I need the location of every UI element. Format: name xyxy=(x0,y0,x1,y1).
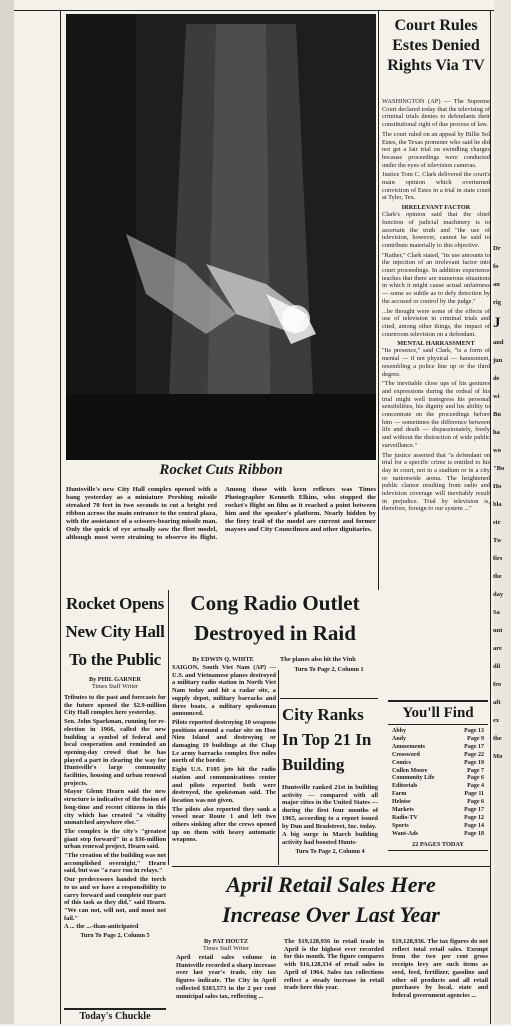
fragment-line: the xyxy=(493,573,502,580)
rocket-photo xyxy=(66,14,376,460)
index-row[interactable] xyxy=(392,831,484,839)
city-ranks-story xyxy=(282,784,378,864)
fragment-line: "Bo xyxy=(493,465,505,472)
fragment-line: and xyxy=(493,339,504,346)
rocket-opens-paragraph: A ... the ...-than-anticipated xyxy=(64,923,139,931)
rocket-opens-paragraph: Mayor Glenn Hearn said the new structure is indicative of the fusion of long-time and recent citizens in this city which has created "a vitality unmatched anywhere else." xyxy=(64,788,166,827)
index-item-name: Amusements xyxy=(392,743,425,750)
court-subhead: IRRELEVANT FACTOR xyxy=(401,204,471,212)
city-ranks-paragraph: A big surge in March building activity had boosted Hunts- xyxy=(282,831,378,846)
index-row[interactable] xyxy=(392,736,484,744)
column-rule xyxy=(168,590,169,865)
index-item-name: Editorials xyxy=(392,783,418,790)
retail-headline xyxy=(174,870,488,930)
index-item-name: Heloise xyxy=(392,799,411,806)
cong-paragraph: The planes also hit the Vinh xyxy=(280,656,356,663)
index-item-page: Page 6 xyxy=(467,775,484,782)
fragment-line: de xyxy=(493,375,500,382)
rocket-opens-byline: By PHIL GARNER xyxy=(89,676,141,683)
court-paragraph: ...be thought were some of the effects of use of television in criminal trials and cited, among other things, the impact of courtroom television on a defendant. xyxy=(382,307,490,338)
retail-headline-line-2: Increase Over Last Year xyxy=(222,902,440,927)
court-paragraph: Justice Tom C. Clark delivered the court's main opinion which overturned conviction of Estes in a trial in state court at Tyler, Tex. xyxy=(382,171,490,202)
index-item-page: Page 12 xyxy=(464,814,484,821)
index-item-name: Cullen Moore xyxy=(392,767,428,774)
fragment-line: day xyxy=(493,591,504,598)
index-row[interactable] xyxy=(392,799,484,807)
index-item-name: Markets xyxy=(392,807,414,814)
retail-headline-line-1: April Retail Sales Here xyxy=(226,872,436,897)
adjacent-column-fragment xyxy=(493,240,511,1024)
photo-caption-text: Huntsville's new City Hall complex opened with a bang yesterday as a miniature Pershing missile streaked 70 feet in two seconds to cut a bright red ribbon across the main entrance to the central plaza, with the assistance of a scissors-bearing missile man. Only the quick of eye actually saw the fleet model, although most were straining to observe its flight. Among those with keen reflexes was Times Photographer Kenneth Elkins, who stopped the rocket's flight on film as it reached a point between him and the speaker's platform. Nearly hidden by the fiery trail of the model are current and former mayors and City Councilmen and other dignitaries. xyxy=(66,486,376,541)
court-paragraph: "The inevitable close ups of his gestures and expressions during the ordeal of his trial might well transgress his personal sensibilities, his dignity and his ability to concentrate on the proceedings before him — sometimes the difference between life and death — dispassionately, freely and without the distraction of wide public surveillance." xyxy=(382,380,490,449)
index-row[interactable] xyxy=(392,728,484,736)
court-story xyxy=(382,98,490,590)
column-rule xyxy=(278,670,279,865)
fragment-line: wi xyxy=(493,393,500,400)
retail-byline-role: Times Staff Writer xyxy=(202,945,250,952)
court-paragraph: The court ruled on an appeal by Billie Sol Estes, the Texas promoter who said he did not get a fair trial on swindling charges because proceedings were conducted under the eyes of television cameras. xyxy=(382,130,490,169)
fragment-line: Sa xyxy=(493,609,500,616)
cong-continuation xyxy=(280,656,378,673)
index-row[interactable] xyxy=(392,775,484,783)
index-row[interactable] xyxy=(392,768,484,776)
cong-paragraph: SAIGON, South Viet Nam (AP) — U.S. and Vietnamese planes destroyed a military radio station in North Viet Nam today and hit a radar site, a supply depot, military barracks and three boats, a military spokesman announced. xyxy=(172,664,276,718)
city-ranks-jump[interactable]: Turn To Page 2, Column 4 xyxy=(295,847,365,855)
index-item-name: Radio-TV xyxy=(392,814,418,821)
retail-rule xyxy=(172,866,490,867)
top-rule xyxy=(14,10,494,11)
fragment-line: fro xyxy=(493,681,502,688)
index-row[interactable] xyxy=(392,783,484,791)
index-item-page: Page 18 xyxy=(464,830,484,837)
fragment-line: Dr xyxy=(493,245,501,252)
index-item-page: Page 17 xyxy=(464,743,484,750)
index-item-page: Page 9 xyxy=(467,735,484,742)
index-item-page: Page 11 xyxy=(464,791,484,798)
index-item-page: Page 22 xyxy=(464,751,484,758)
index-item-page: Page 4 xyxy=(467,783,484,790)
index-item-name: Crossword xyxy=(392,751,420,758)
fragment-line: the xyxy=(493,735,502,742)
rocket-opens-jump[interactable]: Turn To Page 2, Column 5 xyxy=(80,932,150,940)
rocket-opens-paragraph: Sen. John Sparkman, running for re-election in 1966, called the new building a symbol of federal and local cooperation and reminded an opening-day crowd that he has played a part in clearing the way for Huntsville's large community facilities, housing and urban renewal projects. xyxy=(64,718,166,787)
cong-paragraph: Eight U.S. F105 jets hit the radio station and communications center and pilots reported both were destroyed, the spokesman said. The location was not given. xyxy=(172,766,276,804)
rocket-opens-paragraph: The complex is the city's "greatest giant step forward" in a $36-million urban renewal project, Hearn said. xyxy=(64,827,166,851)
youll-find-footer: 22 PAGES TODAY xyxy=(412,840,464,848)
fragment-line: Ho xyxy=(493,483,502,490)
court-headline: Court Rules Estes Denied Rights Via TV xyxy=(387,17,485,74)
fragment-line: str xyxy=(493,519,501,526)
index-row[interactable] xyxy=(392,752,484,760)
index-item-page: Page 7 xyxy=(467,767,484,774)
court-paragraph: WASHINGTON (AP) — The Supreme Court declared today that the televising of criminal trials denies to defendants their constitutional right of due process of law. xyxy=(382,98,490,129)
column-rule xyxy=(60,10,61,1024)
retail-column-3: $19,128,936. The tax figures do not reflect total retail sales. Exempt from the two per cent gross receipts levy are such items as seed, feed, fertilizer, gasoline and other oil products and all retail purchases by local, state and federal government agencies ... xyxy=(392,938,488,999)
chuckle-box xyxy=(64,1008,166,1026)
rocket-opens-headline: Rocket Opens New City Hall To the Public xyxy=(65,594,165,669)
index-item-name: Andy xyxy=(392,735,407,742)
cong-paragraph: The pilots also reported they sank a vessel near Route 1 and left two others sinking after the crews opened up on them with heavy automatic weapons. xyxy=(172,805,276,844)
cong-byline: By EDWIN Q. WHITE xyxy=(192,656,254,663)
index-row[interactable] xyxy=(392,760,484,768)
fragment-line: an xyxy=(493,281,500,288)
index-item-name: Comics xyxy=(392,759,411,766)
fragment-line: are xyxy=(493,645,502,652)
fragment-line: wo xyxy=(493,447,501,454)
court-paragraph: The justice asserted that "a defendant on trial for a specific crime is entitled to his day in court, not in a stadium or in a city or nationwide arena. The heightened public clamor resulting from radio and television coverage will inevitably result in prejudice. Trial by television is, therefore, foreign to our system ..." xyxy=(382,451,490,513)
retail-column-1: April retail sales volume in Huntsville recorded a sharp increase over last year's trade, city tax figures indicate. The City in April collected $383,573 in the 2 per cent municipal sales tax, reflecting ... xyxy=(176,954,276,1000)
court-paragraph: Clark's opinion said that the chief function of judicial machinery is to ascertain the truth and "the use of television, however, cannot be said to contribute materially to this objective. xyxy=(382,211,490,249)
court-paragraph: "Rather," Clark stated, "its use amounts to the injection of an irrelevant factor into court proceedings. In addition experience teaches that there are numerous situations in which it might cause actual unfairness — some so subtle as to defy detection by the accused or control by the judge." xyxy=(382,251,490,305)
city-ranks-headline: City Ranks In Top 21 In Building xyxy=(282,705,372,774)
fragment-line: aft xyxy=(493,699,501,706)
court-paragraph: "Its presence," said Clark, "is a form of mental — if not physical — harassment, resembling a police line up or the third degree. xyxy=(382,347,490,378)
fragment-line: J xyxy=(493,315,501,331)
column-rule xyxy=(378,10,379,590)
fragment-line: fo xyxy=(493,263,499,270)
index-row[interactable] xyxy=(392,791,484,799)
court-subhead: MENTAL HARRASSMENT xyxy=(397,340,475,348)
fragment-line: jun xyxy=(493,357,503,364)
scan-left-edge xyxy=(0,0,14,1024)
index-item-page: Page 19 xyxy=(464,759,484,766)
rocket-opens-byline-role: Times Staff Writer xyxy=(91,683,139,690)
index-row[interactable] xyxy=(392,823,484,831)
cong-paragraph: Pilots reported destroying 10 weapons positions around a radar site on Hon Nieu Island and destroying or damaging 19 buildings at the Chap Le army barracks complex five miles north of the border. xyxy=(172,718,276,765)
cong-jump[interactable]: Turn To Page 2, Column 1 xyxy=(294,665,364,673)
index-item-page: Page 13 xyxy=(464,728,484,734)
photo-caption-title: Rocket Cuts Ribbon xyxy=(159,462,283,478)
rocket-opens-paragraph: "The creation of the building was not accomplished overnight," Hearn said, but was "a race run in relays." xyxy=(64,852,166,875)
index-item-page: Page 14 xyxy=(464,822,484,829)
index-item-page: Page 17 xyxy=(464,807,484,814)
fragment-line: ha xyxy=(493,429,500,436)
fragment-line: bla xyxy=(493,501,502,508)
cong-headline: Cong Radio Outlet Destroyed in Raid xyxy=(190,591,360,645)
rocket-opens-byline-block xyxy=(64,676,166,690)
fragment-line: ex xyxy=(493,717,500,724)
youll-find-title: You'll Find xyxy=(388,702,488,725)
rocket-opens-story xyxy=(64,694,166,1014)
youll-find-list xyxy=(388,725,488,839)
rocket-opens-paragraph: Tributes to the past and forecasts for the future opened the $2.9-million City Hall complex here yesterday. xyxy=(64,694,166,717)
index-item-name: Want-Ads xyxy=(392,830,419,837)
fragment-line: Bu xyxy=(493,411,501,418)
index-row[interactable] xyxy=(392,815,484,823)
rocket-opens-paragraph: Our predecessors handed the torch to us and we have a responsibility to carry forward and complete our part of this task as they did," said Hearn. "We can not, will not, and must not fail." xyxy=(64,876,166,922)
rocket-photo-illustration xyxy=(66,14,376,460)
index-row[interactable] xyxy=(392,807,484,815)
fragment-line: rig xyxy=(493,299,501,306)
index-item-page: Page 6 xyxy=(467,799,484,806)
column-rule xyxy=(490,10,491,1024)
chuckle-title: Today's Chuckle xyxy=(79,1011,151,1022)
fragment-line: Mo xyxy=(493,753,503,760)
youll-find-box xyxy=(388,700,488,851)
city-ranks-rule xyxy=(280,698,378,699)
index-item-name: Abby xyxy=(392,728,407,734)
fragment-line: dil xyxy=(493,663,501,670)
fragment-line: firs xyxy=(493,555,503,562)
city-ranks-paragraph: Huntsville ranked 21st in building activity — compared with all major cities in the United States — during the first four months of 1965, according to a report issued by Dun and Bradstreet, Inc. today. xyxy=(282,784,378,830)
retail-column-2: The $19,128,936 in retail trade in April is the highest ever recorded for this month. The figure compares with $16,128,334 of retail sales in April of 1964. Sales tax collections reflect a steady increase in retail trade here this year. xyxy=(284,938,384,992)
cong-story xyxy=(172,664,276,864)
retail-byline-block xyxy=(176,938,276,952)
index-item-name: Farm xyxy=(392,791,407,798)
index-item-name: Sports xyxy=(392,822,409,829)
retail-byline: By PAT HOUTZ xyxy=(203,938,248,945)
fragment-line: Tw xyxy=(493,537,502,544)
fragment-line: unt xyxy=(493,627,503,634)
index-item-name: Community Life xyxy=(392,775,435,782)
index-row[interactable] xyxy=(392,744,484,752)
